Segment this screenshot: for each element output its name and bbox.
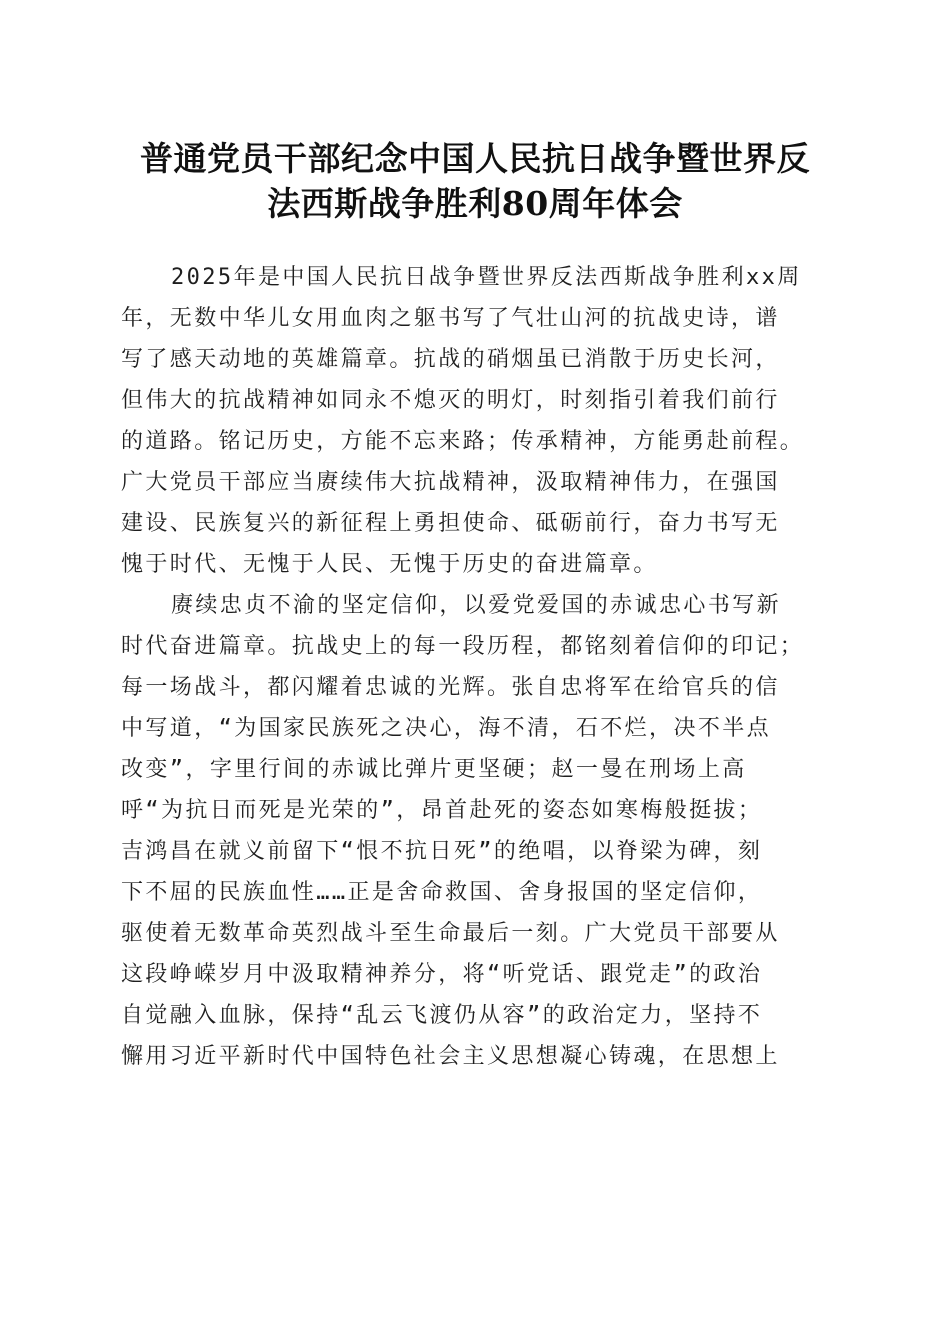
document-title — [100, 136, 850, 226]
paragraph-2 — [121, 585, 841, 1077]
text-line: 写了感天动地的英雄篇章。抗战的硝烟虽已消散于历史长河， — [121, 347, 780, 372]
text-line: 呼“为抗日而死是光荣的”，昂首赴死的姿态如寒梅般挺拔； — [121, 798, 763, 823]
text-line: 改变”，字里行间的赤诚比弹片更坚硬；赵一曼在刑场上高 — [121, 757, 747, 782]
text-line: 时代奋进篇章。抗战史上的每一段历程，都铭刻着信仰的印记； — [121, 634, 805, 659]
text-line: 每一场战斗，都闪耀着忠诚的光辉。张自忠将军在给官兵的信 — [121, 675, 780, 700]
text-line: 的道路。铭记历史，方能不忘来路；传承精神，方能勇赴前程。 — [121, 429, 805, 454]
text-line: 自觉融入血脉，保持“乱云飞渡仍从容”的政治定力，坚持不 — [121, 1003, 763, 1028]
document-body — [121, 257, 841, 1077]
text-line: 年，无数中华儿女用血肉之躯书写了气壮山河的抗战史诗，谱 — [121, 306, 780, 331]
text-line: 建设、民族复兴的新征程上勇担使命、砥砺前行，奋力书写无 — [121, 511, 780, 536]
title-line-2: 法西斯战争胜利80周年体会 — [267, 184, 683, 223]
text-line: 这段峥嵘岁月中汲取精神养分，将“听党话、跟党走”的政治 — [121, 962, 763, 987]
text-line: 中写道，“为国家民族死之决心，海不清，石不烂，决不半点 — [121, 716, 772, 741]
text-line: 懈用习近平新时代中国特色社会主义思想凝心铸魂，在思想上 — [121, 1044, 780, 1069]
text-line: 下不屈的民族血性……正是舍命救国、舍身报国的坚定信仰， — [121, 880, 763, 905]
text-line: 赓续忠贞不渝的坚定信仰，以爱党爱国的赤诚忠心书写新 — [171, 593, 782, 618]
text-line: 2025年是中国人民抗日战争暨世界反法西斯战争胜利xx周 — [171, 265, 802, 290]
text-line: 驱使着无数革命英烈战斗至生命最后一刻。广大党员干部要从 — [121, 921, 780, 946]
text-line: 广大党员干部应当赓续伟大抗战精神，汲取精神伟力，在强国 — [121, 470, 780, 495]
text-line: 但伟大的抗战精神如同永不熄灭的明灯，时刻指引着我们前行 — [121, 388, 780, 413]
title-line-1: 普通党员干部纪念中国人民抗日战争暨世界反 — [140, 139, 810, 178]
text-line: 愧于时代、无愧于人民、无愧于历史的奋进篇章。 — [121, 552, 658, 577]
paragraph-1 — [121, 257, 841, 585]
text-line: 吉鸿昌在就义前留下“恨不抗日死”的绝唱，以脊梁为碑，刻 — [121, 839, 763, 864]
